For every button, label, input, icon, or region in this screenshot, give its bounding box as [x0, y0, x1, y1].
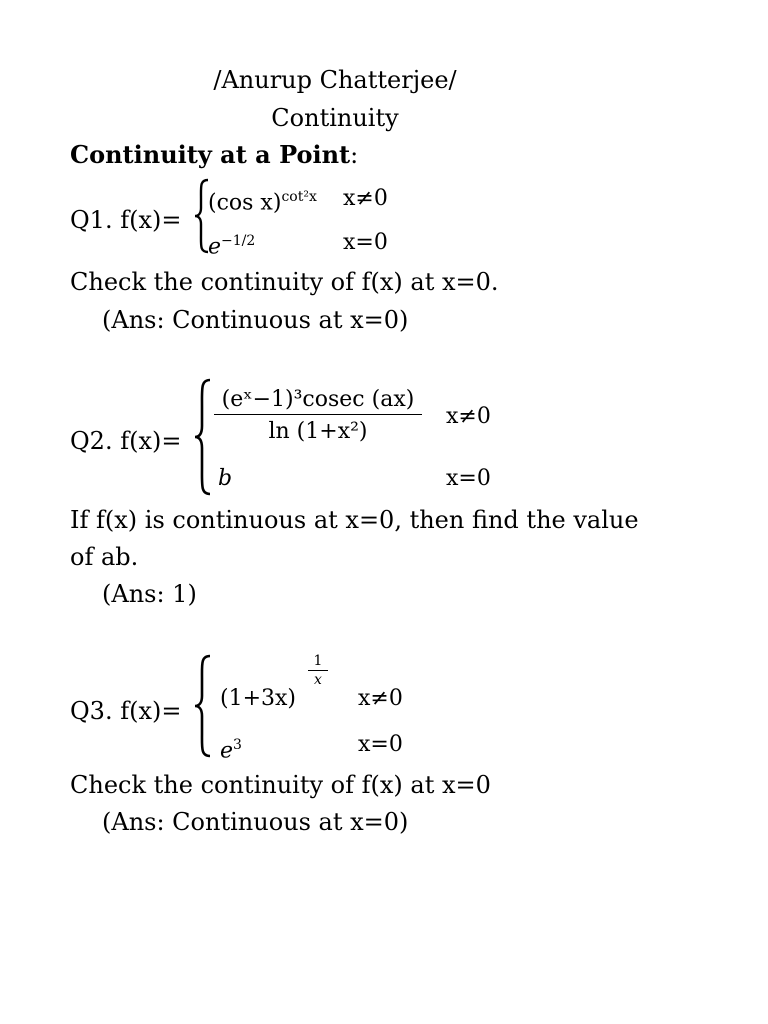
- q1-case2: [208, 228, 255, 260]
- q2-numerator: [214, 386, 422, 414]
- q2-case1-cond-text: x≠0: [446, 404, 491, 429]
- section-heading-text: Continuity at a Point: [70, 140, 351, 169]
- title-text: Continuity: [271, 104, 399, 132]
- q3-question: [70, 771, 491, 799]
- q2-question-line2-text: of ab.: [70, 543, 139, 571]
- q1-answer-text: (Ans: Continuous at x=0): [102, 306, 409, 334]
- q3-case2-exponent: 3: [233, 737, 242, 753]
- q2-case2-cond-text: x=0: [446, 466, 491, 491]
- q1-answer: [102, 306, 408, 334]
- author-line: [0, 66, 670, 94]
- q1-case1-base: (cos x): [208, 190, 282, 216]
- q2-case2-condition: [446, 466, 491, 492]
- q3-case1-condition: [358, 686, 403, 712]
- q1-case1-cond-text: x≠0: [343, 186, 388, 211]
- page-title: [0, 104, 670, 132]
- q1-question: [70, 268, 499, 296]
- q3-answer: [102, 808, 408, 836]
- q2-numerator-text: (eˣ−1)³cosec (ax): [221, 387, 415, 412]
- q3-answer-text: (Ans: Continuous at x=0): [102, 808, 409, 836]
- q1-case2-base: e: [208, 234, 222, 260]
- q3-question-text: Check the continuity of f(x) at x=0: [70, 771, 491, 799]
- q1-case2-condition: [343, 230, 388, 256]
- q3-lhs: [70, 697, 181, 725]
- q2-question-line1-text: If f(x) is continuous at x=0, then find the value: [70, 506, 639, 534]
- q2-case2-value: b: [218, 466, 233, 491]
- q2-question-line2: [70, 543, 138, 571]
- q2-case2: [218, 466, 232, 492]
- q1-case1: [208, 184, 317, 216]
- section-heading-colon: :: [350, 141, 359, 169]
- q3-exp-numerator: 1: [313, 653, 323, 669]
- q3-case1: [220, 686, 296, 712]
- q2-denominator: [214, 415, 422, 449]
- q1-question-text: Check the continuity of f(x) at x=0.: [70, 268, 499, 296]
- q3-case2: [220, 732, 242, 764]
- q2-answer-text: (Ans: 1): [102, 580, 197, 608]
- q3-brace: [193, 654, 213, 758]
- q3-exp-denominator: x: [314, 672, 322, 688]
- q2-lhs: [70, 427, 181, 455]
- q3-fx: f(x)=: [120, 697, 182, 725]
- q2-brace: [193, 378, 213, 496]
- q1-label: Q1.: [70, 206, 113, 234]
- q2-answer: [102, 580, 197, 608]
- section-heading: [70, 141, 358, 169]
- q2-label: Q2.: [70, 427, 113, 455]
- q2-question-line1: [70, 506, 639, 534]
- q3-case2-condition: [358, 732, 403, 758]
- author-name: /Anurup Chatterjee/: [213, 66, 457, 94]
- q3-case2-base: e: [220, 738, 234, 764]
- q3-case2-cond-text: x=0: [358, 732, 403, 757]
- q3-case1-exponent: [308, 652, 328, 689]
- q3-case1-cond-text: x≠0: [358, 686, 403, 711]
- q3-case1-base: (1+3x): [220, 686, 297, 711]
- q1-case1-condition: [343, 186, 388, 212]
- q1-case1-exponent: cot²x: [281, 189, 317, 205]
- q2-case1-condition: [446, 404, 491, 430]
- q1-case2-exponent: −1/2: [221, 233, 256, 249]
- q2-denominator-text: ln (1+x²): [268, 419, 368, 444]
- q1-case2-cond-text: x=0: [343, 230, 388, 255]
- q1-fx: f(x)=: [120, 206, 182, 234]
- q1-lhs: [70, 206, 181, 234]
- q2-fx: f(x)=: [120, 427, 182, 455]
- q3-label: Q3.: [70, 697, 113, 725]
- q2-fraction: [214, 386, 422, 449]
